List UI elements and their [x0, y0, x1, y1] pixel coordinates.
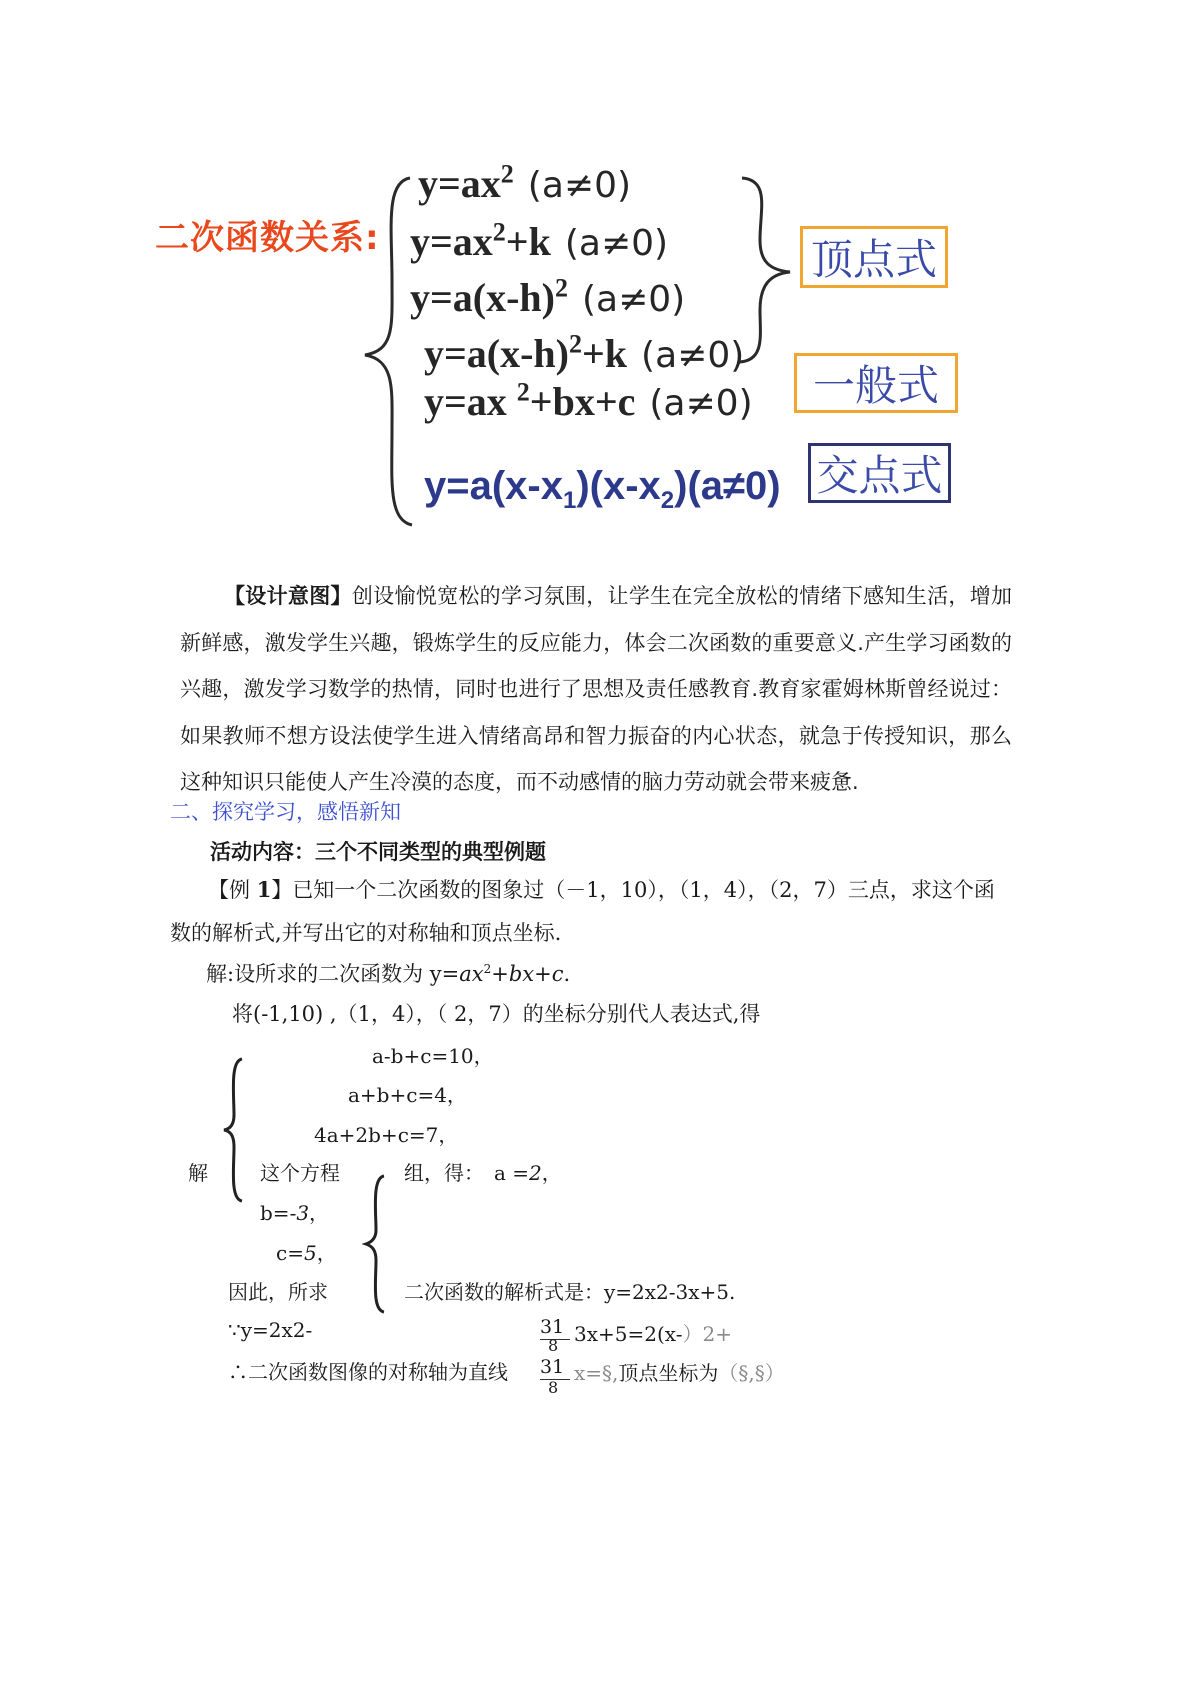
because-text: ∵y=2x2-: [228, 1318, 313, 1342]
therefore-text: 因此，所求: [228, 1280, 328, 1304]
solve-text: 这个方程: [260, 1161, 340, 1185]
vertex-form-label: 顶点式: [800, 226, 948, 288]
intercept-form-label: 交点式: [808, 443, 951, 503]
c-value: c=5，: [276, 1241, 337, 1265]
example-1-line-2: 数的解析式,并写出它的对称轴和顶点坐标.: [170, 921, 562, 945]
quadratic-forms-figure: [0, 0, 1191, 560]
equation-3: 4a+2b+c=7，: [314, 1123, 459, 1147]
solve-label: 解: [188, 1161, 208, 1185]
section-heading: 二、探究学习，感悟新知: [170, 800, 401, 824]
design-intent-paragraph: 【设计意图】创设愉悦宽松的学习氛围，让学生在完全放松的情绪下感知生活，增加新鲜感，激发学生兴趣，锻炼学生的反应能力，体会二次函数的重要意义.产生学习函数的兴趣，激发学习数学的热情，同时也进行了思想及责任感教育.教育家霍姆林斯曾经说过：如果教师不想方设法使学生进入情绪高昂和智力振奋的内心状态，就急于传授知识，那么这种知识只能使人产生冷漠的态度，而不动感情的脑力劳动就会带来疲惫.: [180, 584, 1013, 794]
b-value: b=-3，: [260, 1201, 330, 1225]
equation-2: a+b+c=4，: [348, 1083, 467, 1107]
axis-text: ∴二次函数图像的对称轴为直线: [228, 1360, 508, 1384]
formula-4: $y=a(x-h)^2+k$ (a≠0): [424, 329, 745, 376]
formula-3: $y=a(x-h)^2$ (a≠0): [410, 273, 686, 320]
because-expression: 3x+5=2(x-）2+: [574, 1322, 732, 1346]
figure-title: 二次函数关系:: [155, 218, 380, 258]
fraction-2: 31 8: [540, 1356, 574, 1400]
a-value: a =2，: [494, 1161, 562, 1185]
result-function: 二次函数的解析式是：y=2x2-3x+5.: [404, 1280, 736, 1304]
equation-1: a-b+c=10，: [372, 1044, 494, 1068]
solution-setup: 解:设所求的二次函数为 $y=ax^2+bx+c$.: [206, 962, 571, 986]
system-brace: [220, 1055, 250, 1205]
solve-text-2: 组，得：: [404, 1161, 484, 1185]
right-brace: [740, 178, 790, 362]
activity-content: 活动内容：三个不同类型的典型例题: [210, 840, 546, 864]
fraction-1: 31 8: [540, 1316, 574, 1356]
formula-5: y=ax $^2$+bx+c (a≠0): [424, 377, 753, 424]
formula-2: $y=ax^2+k$ (a≠0): [410, 217, 669, 264]
solution-brace: [362, 1172, 392, 1316]
general-form-label: 一般式: [794, 353, 958, 413]
formula-intercept: $y=a(x-x_1)(x-x_2)(a\ne 0)$: [424, 464, 781, 514]
formula-1: $y=ax^2$ (a≠0): [418, 159, 632, 206]
example-1-line-1: 【例 1】已知一个二次函数的图象过（－1，10），（1，4），（2，7）三点，求这个函: [208, 877, 995, 902]
axis-vertex-text: x=§,顶点坐标为（§,§）: [574, 1361, 785, 1385]
substitute-text: 将(-1,10) ,（1，4），（ 2，7）的坐标分别代人表达式,得: [232, 1002, 761, 1026]
